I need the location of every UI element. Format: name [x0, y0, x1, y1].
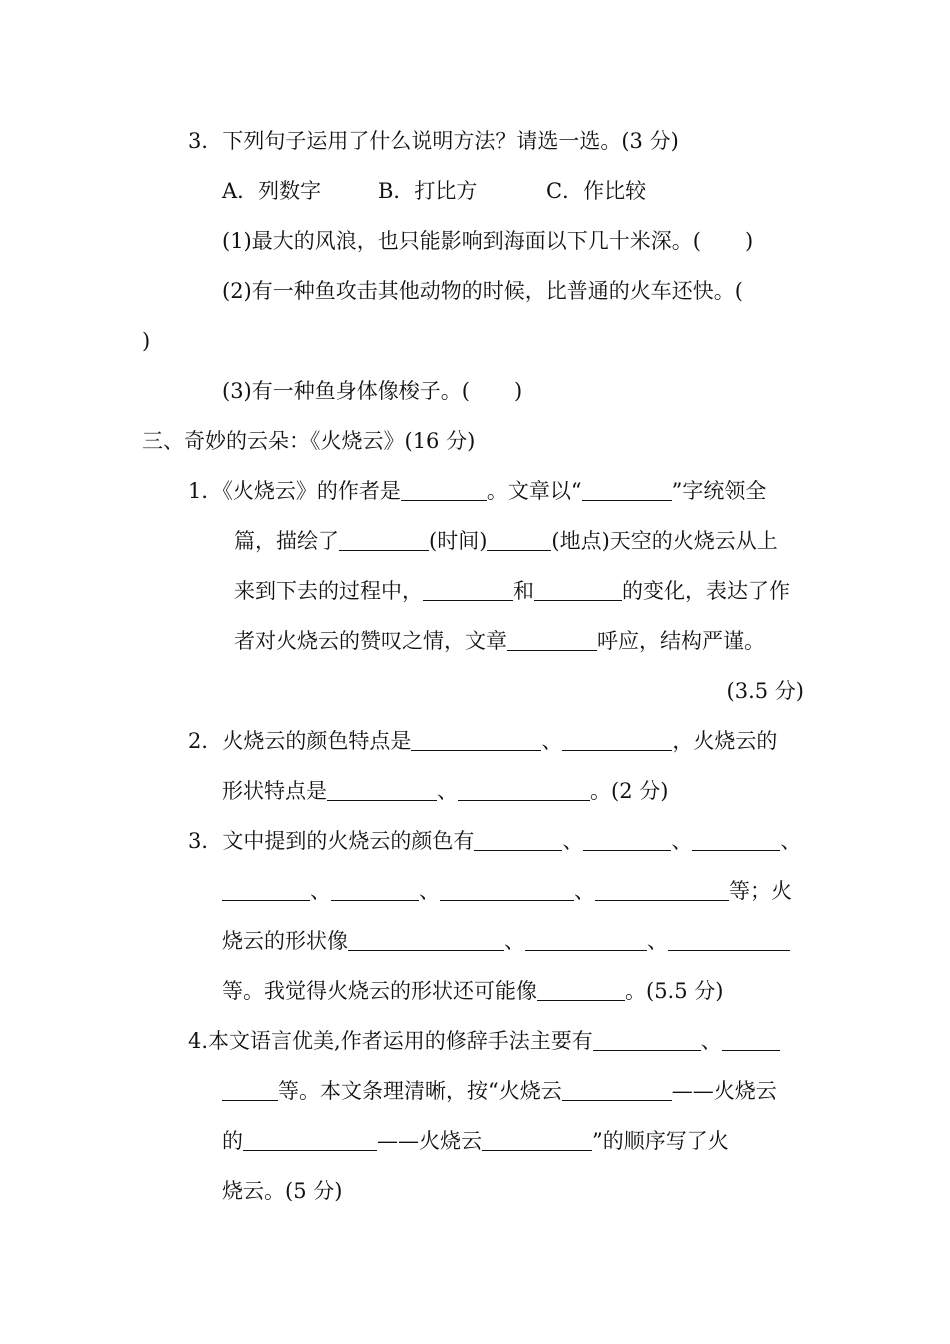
answer-blank[interactable]	[411, 730, 541, 751]
answer-blank[interactable]	[327, 780, 437, 801]
q3-line-1: 3．文中提到的火烧云的颜色有 、 、 、	[188, 829, 802, 853]
q1-line-2: 篇，描绘了 (时间) (地点)天空的火烧云从上	[234, 529, 778, 553]
answer-blank[interactable]	[243, 1130, 377, 1151]
answer-blank[interactable]	[582, 480, 672, 501]
answer-blank[interactable]	[722, 1030, 780, 1051]
answer-blank[interactable]	[331, 880, 419, 901]
item-3: (3)有一种鱼身体像梭子。( )	[222, 379, 523, 403]
answer-blank[interactable]	[474, 830, 562, 851]
answer-blank[interactable]	[339, 530, 429, 551]
answer-blank[interactable]	[348, 930, 504, 951]
q3-line-3: 烧云的形状像 、 、	[222, 927, 790, 955]
q3-line-2: 、 、 、 等；火	[222, 877, 792, 905]
option-a: A．列数字	[222, 179, 322, 203]
answer-blank[interactable]	[595, 880, 729, 901]
option-c: C．作比较	[546, 179, 647, 203]
answer-blank[interactable]	[222, 880, 310, 901]
answer-blank[interactable]	[537, 980, 625, 1001]
answer-blank[interactable]	[423, 580, 513, 601]
question-3-title: 3．下列句子运用了什么说明方法？请选一选。(3 分)	[188, 129, 679, 153]
answer-blank[interactable]	[583, 830, 671, 851]
answer-blank[interactable]	[534, 580, 622, 601]
q1-line-4: 者对火烧云的赞叹之情，文章 呼应，结构严谨。	[234, 629, 765, 653]
q3-line-4: 等。我觉得火烧云的形状还可能像 。(5.5 分)	[222, 979, 724, 1003]
answer-blank[interactable]	[458, 780, 590, 801]
answer-blank[interactable]	[507, 630, 597, 651]
answer-blank[interactable]	[487, 530, 551, 551]
q1-line-1: 1．《火烧云》的作者是 。文章以“ ”字统领全	[188, 479, 767, 503]
answer-blank[interactable]	[668, 930, 790, 951]
q4-line-3: 的 ——火烧云 ”的顺序写了火	[222, 1129, 729, 1153]
item-1: (1)最大的风浪，也只能影响到海面以下几十米深。( )	[222, 229, 754, 253]
q2-line-1: 2．火烧云的颜色特点是 、 ，火烧云的	[188, 729, 778, 753]
answer-blank[interactable]	[482, 1130, 592, 1151]
q4-line-1: 4.本文语言优美,作者运用的修辞手法主要有 、	[188, 1027, 780, 1055]
answer-blank[interactable]	[401, 480, 487, 501]
answer-blank[interactable]	[525, 930, 647, 951]
option-b: B．打比方	[378, 179, 478, 203]
answer-blank[interactable]	[692, 830, 780, 851]
answer-blank[interactable]	[222, 1080, 278, 1101]
answer-blank[interactable]	[562, 730, 672, 751]
answer-blank[interactable]	[440, 880, 574, 901]
q4-line-2: 等。本文条理清晰，按“火烧云 ——火烧云	[222, 1077, 777, 1105]
q4-line-4: 烧云。(5 分)	[222, 1179, 343, 1203]
item-2: (2)有一种鱼攻击其他动物的时候，比普通的火车还快。(	[222, 279, 743, 303]
q1-score: (3.5 分)	[726, 679, 804, 703]
q2-line-2: 形状特点是 、 。(2 分)	[222, 779, 669, 803]
q1-line-3: 来到下去的过程中， 和 的变化，表达了作	[234, 579, 790, 603]
item-2-close: )	[142, 329, 151, 353]
section-3-heading: 三、奇妙的云朵：《火烧云》(16 分)	[142, 429, 476, 453]
answer-blank[interactable]	[593, 1030, 701, 1051]
answer-blank[interactable]	[562, 1080, 672, 1101]
